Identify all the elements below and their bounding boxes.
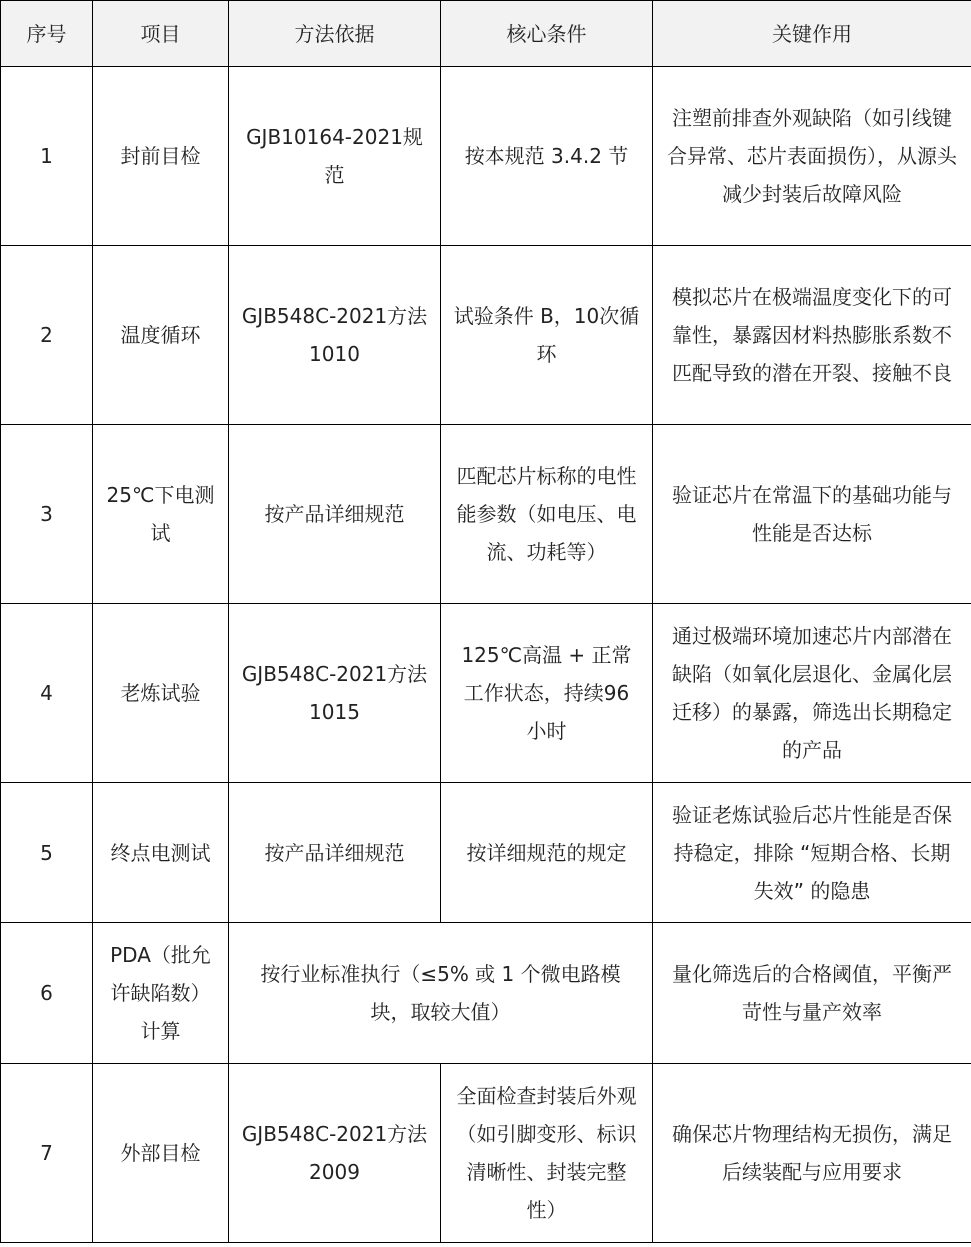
cell-method-condition-merged: 按行业标准执行（≤5% 或 1 个微电路模块，取较大值） <box>229 923 653 1064</box>
cell-item: 外部目检 <box>93 1064 229 1243</box>
cell-item: 温度循环 <box>93 246 229 425</box>
header-condition: 核心条件 <box>441 1 653 67</box>
cell-role: 量化筛选后的合格阈值，平衡严苛性与量产效率 <box>653 923 971 1064</box>
cell-no: 5 <box>1 783 93 923</box>
cell-role: 确保芯片物理结构无损伤，满足后续装配与应用要求 <box>653 1064 971 1243</box>
header-row <box>1 1 971 67</box>
cell-item: 25℃下电测试 <box>93 425 229 604</box>
cell-no: 1 <box>1 67 93 246</box>
header-item: 项目 <box>93 1 229 67</box>
cell-role: 验证芯片在常温下的基础功能与性能是否达标 <box>653 425 971 604</box>
cell-role: 通过极端环境加速芯片内部潜在缺陷（如氧化层退化、金属化层迁移）的暴露，筛选出长期稳定的产品 <box>653 604 971 783</box>
header-role: 关键作用 <box>653 1 971 67</box>
cell-role: 模拟芯片在极端温度变化下的可靠性，暴露因材料热膨胀系数不匹配导致的潜在开裂、接触不良 <box>653 246 971 425</box>
cell-item: 封前目检 <box>93 67 229 246</box>
cell-method: GJB10164-2021规范 <box>229 67 441 246</box>
cell-condition: 125℃高温 + 正常工作状态，持续96 小时 <box>441 604 653 783</box>
cell-item: 终点电测试 <box>93 783 229 923</box>
cell-condition: 按详细规范的规定 <box>441 783 653 923</box>
cell-method: 按产品详细规范 <box>229 783 441 923</box>
header-method: 方法依据 <box>229 1 441 67</box>
cell-condition: 全面检查封装后外观（如引脚变形、标识清晰性、封装完整性） <box>441 1064 653 1243</box>
table-row <box>1 1064 971 1243</box>
cell-method: GJB548C-2021方法 2009 <box>229 1064 441 1243</box>
cell-no: 4 <box>1 604 93 783</box>
cell-condition: 试验条件 B，10次循环 <box>441 246 653 425</box>
cell-condition: 按本规范 3.4.2 节 <box>441 67 653 246</box>
table-row <box>1 604 971 783</box>
cell-method: GJB548C-2021方法 1010 <box>229 246 441 425</box>
cell-role: 注塑前排查外观缺陷（如引线键合异常、芯片表面损伤），从源头减少封装后故障风险 <box>653 67 971 246</box>
table-row <box>1 425 971 604</box>
table-row <box>1 67 971 246</box>
cell-method: 按产品详细规范 <box>229 425 441 604</box>
table-row <box>1 246 971 425</box>
cell-condition: 匹配芯片标称的电性能参数（如电压、电流、功耗等） <box>441 425 653 604</box>
table-row <box>1 783 971 923</box>
cell-method: GJB548C-2021方法 1015 <box>229 604 441 783</box>
cell-no: 6 <box>1 923 93 1064</box>
cell-item: PDA（批允许缺陷数）计算 <box>93 923 229 1064</box>
cell-item: 老炼试验 <box>93 604 229 783</box>
header-no: 序号 <box>1 1 93 67</box>
cell-no: 7 <box>1 1064 93 1243</box>
cell-no: 3 <box>1 425 93 604</box>
cell-role: 验证老炼试验后芯片性能是否保持稳定，排除 “短期合格、长期失效” 的隐患 <box>653 783 971 923</box>
table-row <box>1 923 971 1064</box>
cell-no: 2 <box>1 246 93 425</box>
